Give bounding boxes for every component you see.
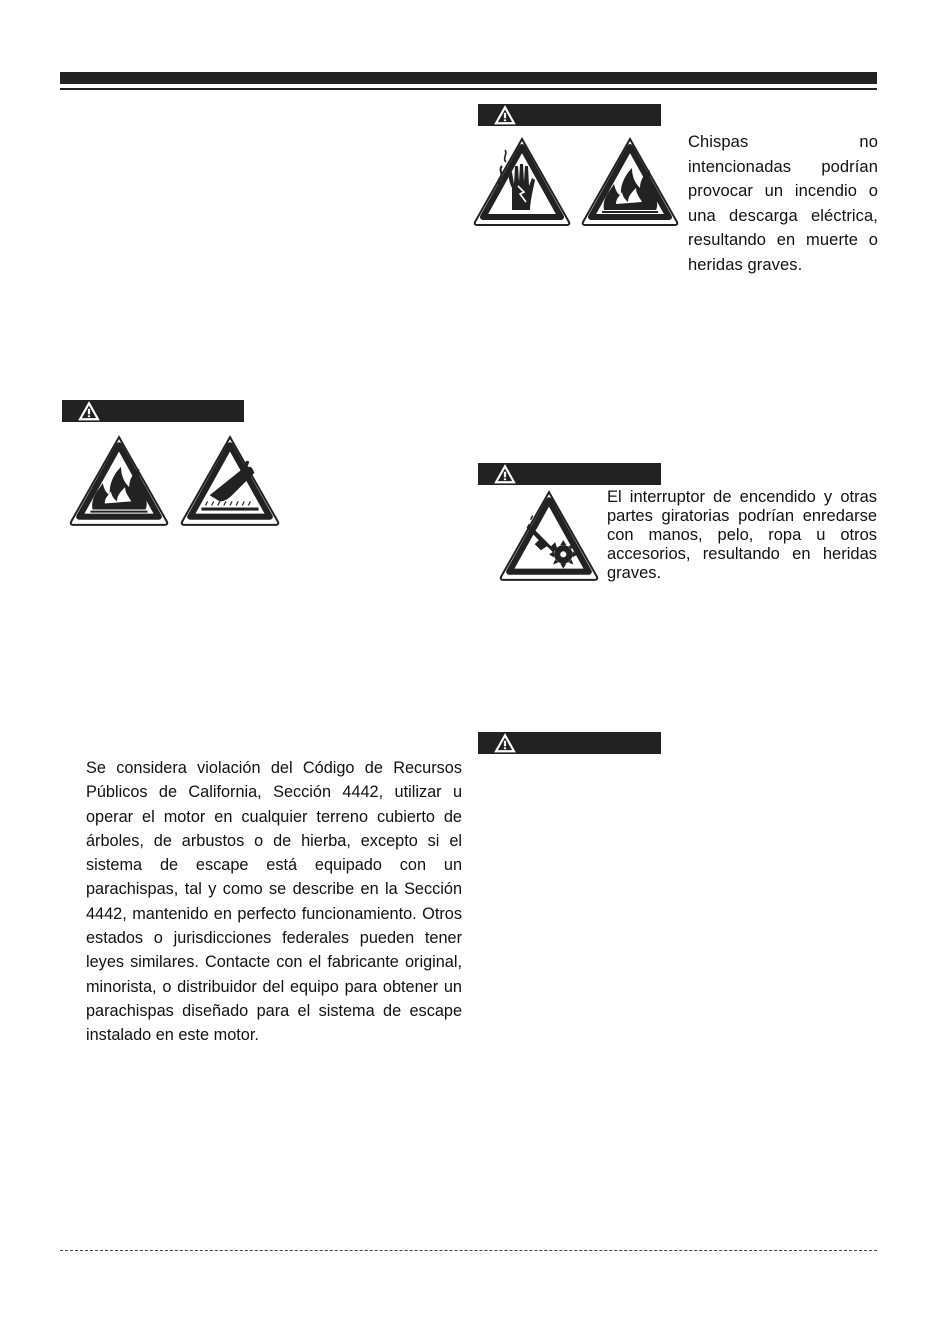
fire-icon (68, 433, 170, 529)
header-rule (60, 88, 877, 90)
hot-surface-icon (179, 433, 281, 529)
warning-triangle-icon (494, 464, 516, 484)
rotating-parts-warning-text: El interruptor de encendido y otras partes giratorias podrían enredarse con manos, pelo, ropa u otros accesorios, resultando en heridas graves. (607, 488, 877, 582)
warning-triangle-icon (494, 733, 516, 753)
footer-dashed-rule (60, 1250, 877, 1251)
rotating-parts-icon (498, 488, 600, 584)
header-bar (60, 72, 877, 84)
warning-label-mid-right (478, 463, 661, 485)
warning-label-left (62, 400, 244, 422)
electric-shock-icon (472, 135, 572, 229)
warning-label-bottom-right (478, 732, 661, 754)
warning-label-top-right (478, 104, 661, 126)
warning-triangle-icon (494, 105, 516, 125)
warning-triangle-icon (78, 401, 100, 421)
fire-icon (580, 135, 680, 229)
spark-arrester-note: Se considera violación del Código de Recursos Públicos de California, Sección 4442, utilizar u operar el motor en cualquier terreno cubierto de árboles, de arbustos o de hierba, excepto si el sistema de escape está equipado con un parachispas, tal y como se describe en la Sección 4442, mantenido en perfecto funcionamiento. Otros estados o jurisdicciones federales pueden tener leyes similares. Contacte con el fabricante original, minorista, o distribuidor del equipo para obtener un parachispas diseñado para el sistema de escape instalado en este motor. (86, 759, 462, 1045)
spark-warning-text: Chispas no intencionadas podrían provocar un incendio o una descarga eléctrica, resultando en muerte o heridas graves. (688, 133, 878, 274)
